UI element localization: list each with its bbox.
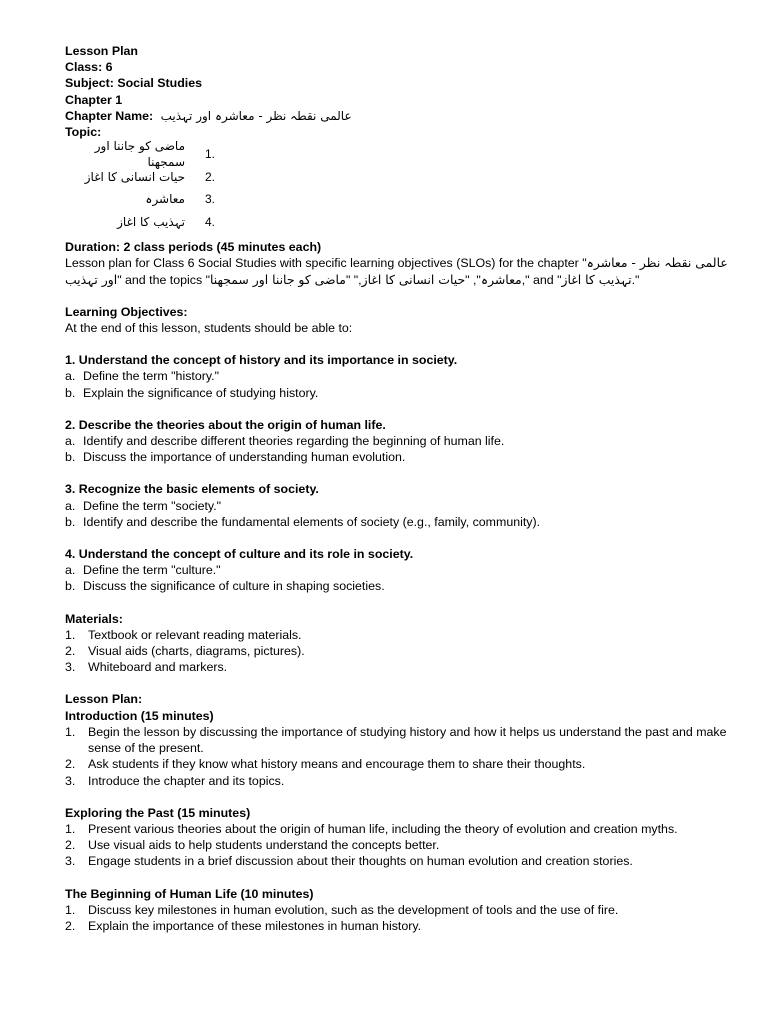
item-marker: a. xyxy=(65,498,76,513)
topic-number: 4. xyxy=(205,214,216,229)
item-marker: 1. xyxy=(65,821,76,836)
chapter-line: Chapter 1 xyxy=(65,92,123,107)
item-marker: 2. xyxy=(65,644,76,659)
list-item xyxy=(65,498,730,514)
intro-urdu: تہذیب کا اغاز xyxy=(561,271,632,287)
intro-urdu: حیات انسانی کا اغاز xyxy=(361,271,466,287)
item-marker: 1. xyxy=(65,724,76,739)
list-item xyxy=(65,853,730,869)
item-text: Define the term "society." xyxy=(83,498,222,513)
list-item xyxy=(65,627,730,643)
intro-urdu: عالمی نقطہ نظر - معاشرہ xyxy=(586,255,728,271)
materials-heading: Materials: xyxy=(65,611,123,626)
item-marker: 2. xyxy=(65,757,76,772)
list-item xyxy=(65,724,730,756)
item-text: Use visual aids to help students understand the concepts better. xyxy=(88,838,440,853)
objective-group xyxy=(65,481,730,530)
intro-text: ", " xyxy=(465,272,481,287)
item-text: Discuss the importance of understanding human evolution. xyxy=(83,450,406,465)
intro-urdu: معاشرہ xyxy=(480,271,522,287)
objective-group xyxy=(65,352,730,401)
intro-text: Lesson plan for Class 6 Social Studies with specific learning objectives (SLOs) for the chapter " xyxy=(65,256,587,271)
item-text: Identify and describe the fundamental elements of society (e.g., family, community). xyxy=(83,514,541,529)
intro-line-1 xyxy=(65,255,730,271)
list-item xyxy=(65,902,730,918)
list-item xyxy=(65,385,730,401)
plan-section xyxy=(65,886,730,935)
item-marker: b. xyxy=(65,579,76,594)
objective-title: 4. Understand the concept of culture and its role in society. xyxy=(65,547,414,562)
topic-text: ماضی کو جاننا اور سمجھنا xyxy=(94,139,185,170)
item-text: Whiteboard and markers. xyxy=(88,660,228,675)
chapter-name-value: عالمی نقطہ نظر - معاشرہ اور تہذیب xyxy=(160,108,352,123)
topic-number: 1. xyxy=(205,147,216,162)
item-marker: a. xyxy=(65,434,76,449)
list-item xyxy=(65,449,730,465)
objective-title: 3. Recognize the basic elements of society. xyxy=(65,482,319,497)
intro-text: " and the topics " xyxy=(117,272,211,287)
intro-urdu: اور تہذیب xyxy=(65,271,118,287)
topic-list xyxy=(65,139,730,233)
doc-title: Lesson Plan xyxy=(65,44,138,58)
objective-title: 2. Describe the theories about the origin of human life. xyxy=(65,417,386,432)
list-item xyxy=(65,643,730,659)
item-marker: 3. xyxy=(65,854,76,869)
list-item xyxy=(65,433,730,449)
topic-item xyxy=(65,166,730,189)
item-text: Identify and describe different theories regarding the beginning of human life. xyxy=(83,434,505,449)
intro-text: ," " xyxy=(345,272,362,287)
section-title: Introduction (15 minutes) xyxy=(65,708,214,723)
item-text: Present various theories about the origin of human life, including the theory of evolution and creation myths. xyxy=(88,821,678,836)
item-marker: a. xyxy=(65,369,76,384)
list-item xyxy=(65,821,730,837)
section-title: Exploring the Past (15 minutes) xyxy=(65,805,251,820)
list-item xyxy=(65,562,730,578)
item-marker: 2. xyxy=(65,838,76,853)
objective-group xyxy=(65,417,730,466)
list-item xyxy=(65,756,730,772)
lesson-plan-heading: Lesson Plan: xyxy=(65,692,143,707)
item-text: Engage students in a brief discussion about their thoughts on human evolution and creation stories. xyxy=(88,854,633,869)
item-marker: a. xyxy=(65,563,76,578)
subject-line: Subject: Social Studies xyxy=(65,76,203,91)
item-text: Ask students if they know what history means and encourage them to share their thoughts. xyxy=(88,757,586,772)
list-item xyxy=(65,514,730,530)
objectives-heading: Learning Objectives: xyxy=(65,304,188,319)
list-item xyxy=(65,918,730,934)
intro-line-2 xyxy=(65,272,730,288)
item-marker: 2. xyxy=(65,918,76,933)
chapter-name-line xyxy=(65,108,730,124)
item-marker: 3. xyxy=(65,773,76,788)
plan-section xyxy=(65,805,730,870)
class-line: Class: 6 xyxy=(65,60,113,75)
item-marker: b. xyxy=(65,514,76,529)
topic-item xyxy=(65,188,730,211)
topic-number: 3. xyxy=(205,192,216,207)
chapter-name-label: Chapter Name: xyxy=(65,108,154,123)
intro-text: ." xyxy=(631,272,640,287)
topic-text: تہذیب کا اغاز xyxy=(117,214,185,229)
item-text: Discuss the significance of culture in shaping societies. xyxy=(83,579,385,594)
list-item xyxy=(65,659,730,675)
duration-line: Duration: 2 class periods (45 minutes each) xyxy=(65,240,322,255)
section-title: The Beginning of Human Life (10 minutes) xyxy=(65,886,314,901)
materials-list xyxy=(65,627,730,676)
topic-item xyxy=(65,211,730,234)
item-marker: b. xyxy=(65,450,76,465)
item-marker: b. xyxy=(65,385,76,400)
list-item xyxy=(65,773,730,789)
objective-group xyxy=(65,546,730,595)
item-text: Textbook or relevant reading materials. xyxy=(88,627,302,642)
item-text: Define the term "history." xyxy=(83,369,219,384)
list-item xyxy=(65,578,730,594)
plan-section xyxy=(65,708,730,789)
objectives-lead: At the end of this lesson, students should be able to: xyxy=(65,321,353,336)
item-text: Explain the significance of studying history. xyxy=(83,385,319,400)
intro-urdu: ماضی کو جاننا اور سمجھنا xyxy=(210,271,346,287)
topic-item xyxy=(65,139,730,170)
objective-title: 1. Understand the concept of history and its importance in society. xyxy=(65,353,458,368)
topic-text: معاشرہ xyxy=(145,192,185,207)
item-text: Begin the lesson by discussing the importance of studying history and how it helps us understand the past and make sense of the present. xyxy=(88,724,727,756)
item-marker: 1. xyxy=(65,627,76,642)
item-text: Discuss key milestones in human evolution, such as the development of tools and the use of fire. xyxy=(88,902,619,917)
topic-label: Topic: xyxy=(65,125,102,140)
topic-number: 2. xyxy=(205,169,216,184)
item-text: Explain the importance of these milestones in human history. xyxy=(88,918,422,933)
topic-text: حیات انسانی کا اغاز xyxy=(84,169,185,184)
item-text: Define the term "culture." xyxy=(83,563,221,578)
intro-text: ," and " xyxy=(521,272,562,287)
list-item xyxy=(65,368,730,384)
list-item xyxy=(65,837,730,853)
item-marker: 1. xyxy=(65,902,76,917)
document-body xyxy=(65,43,730,934)
item-marker: 3. xyxy=(65,660,76,675)
item-text: Introduce the chapter and its topics. xyxy=(88,773,285,788)
item-text: Visual aids (charts, diagrams, pictures). xyxy=(88,644,305,659)
